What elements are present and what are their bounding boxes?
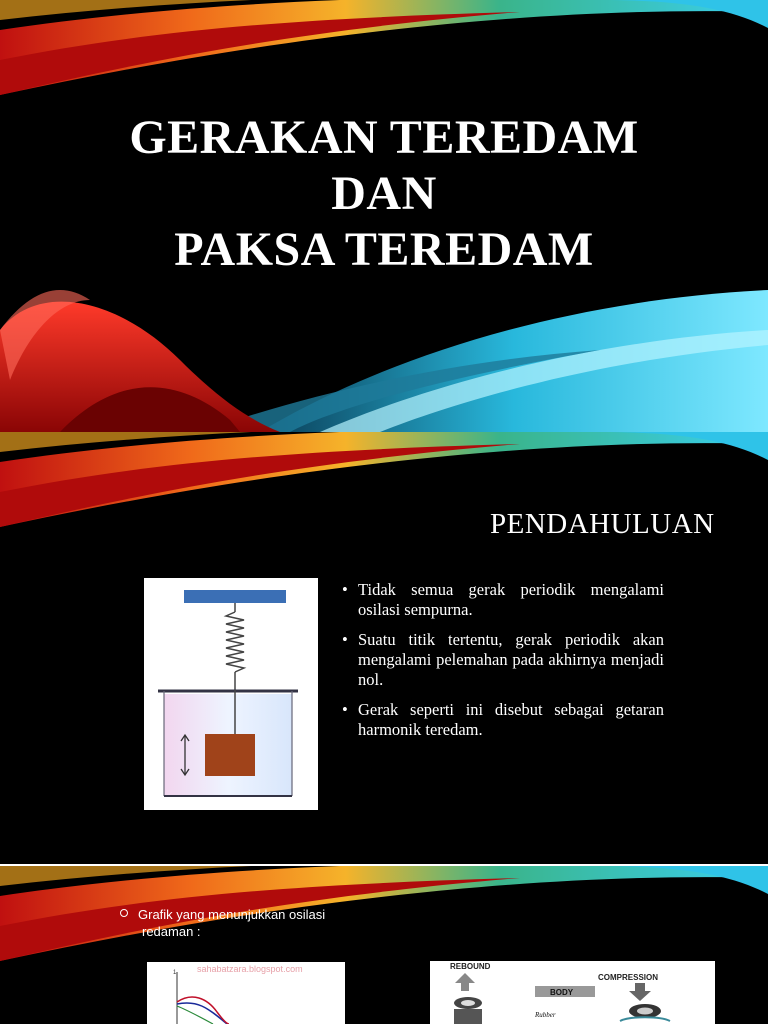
title-line-1: GERAKAN TEREDAM — [129, 111, 639, 164]
graph-intro-text — [120, 906, 325, 940]
bullet-item: • Tidak semua gerak periodik mengalami osilasi sempurna. — [338, 580, 664, 620]
axis-label: 1 — [173, 970, 177, 976]
bullet-list — [338, 580, 664, 750]
bullet-item: • Gerak seperti ini disebut sebagai getaran harmonik teredam. — [338, 700, 664, 740]
watermark-text: sahabatzara.blogspot.com — [197, 964, 303, 974]
page-title — [0, 110, 768, 278]
intro-line-1: Grafik yang menunjukkan osilasi — [138, 907, 326, 922]
bullet-ring-icon — [120, 909, 128, 917]
rubber-label: Rubber — [535, 1011, 556, 1019]
body-label: BODY — [550, 988, 574, 997]
rebound-label: REBOUND — [450, 962, 491, 971]
bullet-item: • Suatu titik tertentu, gerak periodik akan mengalami pelemahan pada akhirnya menjadi nol. — [338, 630, 664, 690]
section-heading: PENDAHULUAN — [490, 508, 715, 540]
compression-label: COMPRESSION — [598, 973, 659, 982]
title-line-2: DAN — [331, 167, 437, 220]
intro-line-2: redaman : — [142, 924, 201, 939]
intro-slide — [0, 432, 768, 864]
graph-slide — [0, 866, 768, 1024]
damping-graph-image — [147, 962, 345, 1024]
damped-spring-figure — [144, 578, 318, 810]
shock-absorber-image — [430, 961, 715, 1024]
title-line-3: PAKSA TEREDAM — [174, 223, 594, 276]
title-slide — [0, 0, 768, 432]
